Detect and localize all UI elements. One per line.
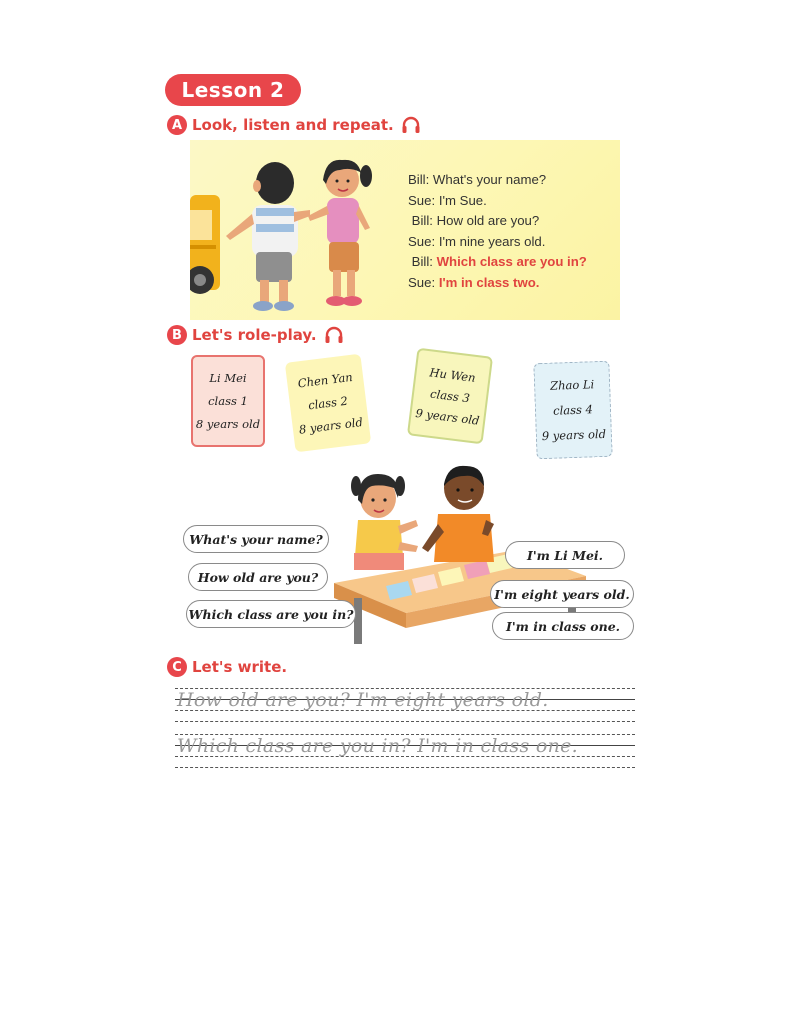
card-class: class 1	[208, 393, 248, 408]
section-a-badge: A	[167, 115, 187, 135]
writing-line	[175, 688, 635, 732]
section-a-header	[167, 114, 421, 136]
section-b-badge: B	[167, 325, 187, 345]
dialogue-line	[408, 232, 587, 253]
section-a-title: Look, listen and repeat.	[192, 116, 394, 134]
handwriting-text: How old are you? I'm eight years old.	[177, 689, 549, 711]
speech-bubble-answer: I'm eight years old.	[490, 580, 634, 608]
section-b-header	[167, 324, 344, 346]
speech-bubble-question: How old are you?	[188, 563, 328, 591]
dialogue-line	[408, 252, 587, 273]
line-text: I'm Sue.	[438, 192, 487, 208]
line-text: I'm in class two.	[438, 274, 540, 290]
card-age: 8 years old	[195, 416, 261, 431]
children-greeting-illustration	[190, 140, 400, 320]
speaker: Sue:	[408, 233, 436, 249]
line-text: Which class are you in?	[436, 254, 587, 269]
speech-bubble-question: What's your name?	[183, 525, 329, 553]
name-card-hu-wen	[407, 348, 493, 445]
card-age: 9 years old	[541, 426, 607, 443]
dialogue-line	[408, 191, 587, 212]
card-name: Li Mei	[209, 371, 247, 386]
name-card-li-mei	[191, 355, 265, 447]
headphone-icon[interactable]	[401, 115, 421, 135]
speaker: Sue:	[408, 192, 436, 208]
handwriting-text: Which class are you in? I'm in class one.	[177, 735, 579, 757]
dialogue-line	[408, 211, 587, 232]
name-card-zhao-li	[533, 361, 612, 460]
section-b-title: Let's role-play.	[192, 326, 317, 344]
speech-bubble-answer: I'm Li Mei.	[505, 541, 625, 569]
line-text: What's your name?	[432, 172, 547, 187]
dialogue-line	[408, 170, 587, 191]
card-class: class 2	[307, 393, 349, 413]
card-age: 8 years old	[298, 415, 364, 437]
speaker: Bill:	[411, 213, 433, 228]
section-c-badge: C	[167, 657, 187, 677]
card-class: class 3	[429, 386, 471, 406]
line-text: How old are you?	[436, 213, 540, 228]
speaker: Bill:	[408, 172, 430, 187]
card-name: Zhao Li	[549, 377, 595, 394]
speech-bubble-question: Which class are you in?	[186, 600, 356, 628]
lesson-title: Lesson 2	[165, 74, 301, 106]
dialogue	[408, 170, 587, 293]
section-c-title: Let's write.	[192, 658, 288, 676]
section-c-header	[167, 656, 287, 678]
line-text: I'm nine years old.	[438, 233, 546, 249]
writing-line	[175, 732, 635, 776]
card-class: class 4	[552, 402, 594, 418]
card-age: 9 years old	[414, 406, 481, 429]
writing-practice	[175, 688, 635, 776]
section-a-illustration	[190, 140, 620, 320]
name-card-chen-yan	[285, 354, 371, 453]
card-name: Chen Yan	[296, 369, 354, 391]
card-name: Hu Wen	[428, 365, 477, 385]
headphone-icon[interactable]	[324, 325, 344, 345]
speech-bubble-answer: I'm in class one.	[492, 612, 634, 640]
speaker: Sue:	[408, 274, 436, 290]
dialogue-line	[408, 273, 587, 294]
speaker: Bill:	[411, 254, 433, 269]
